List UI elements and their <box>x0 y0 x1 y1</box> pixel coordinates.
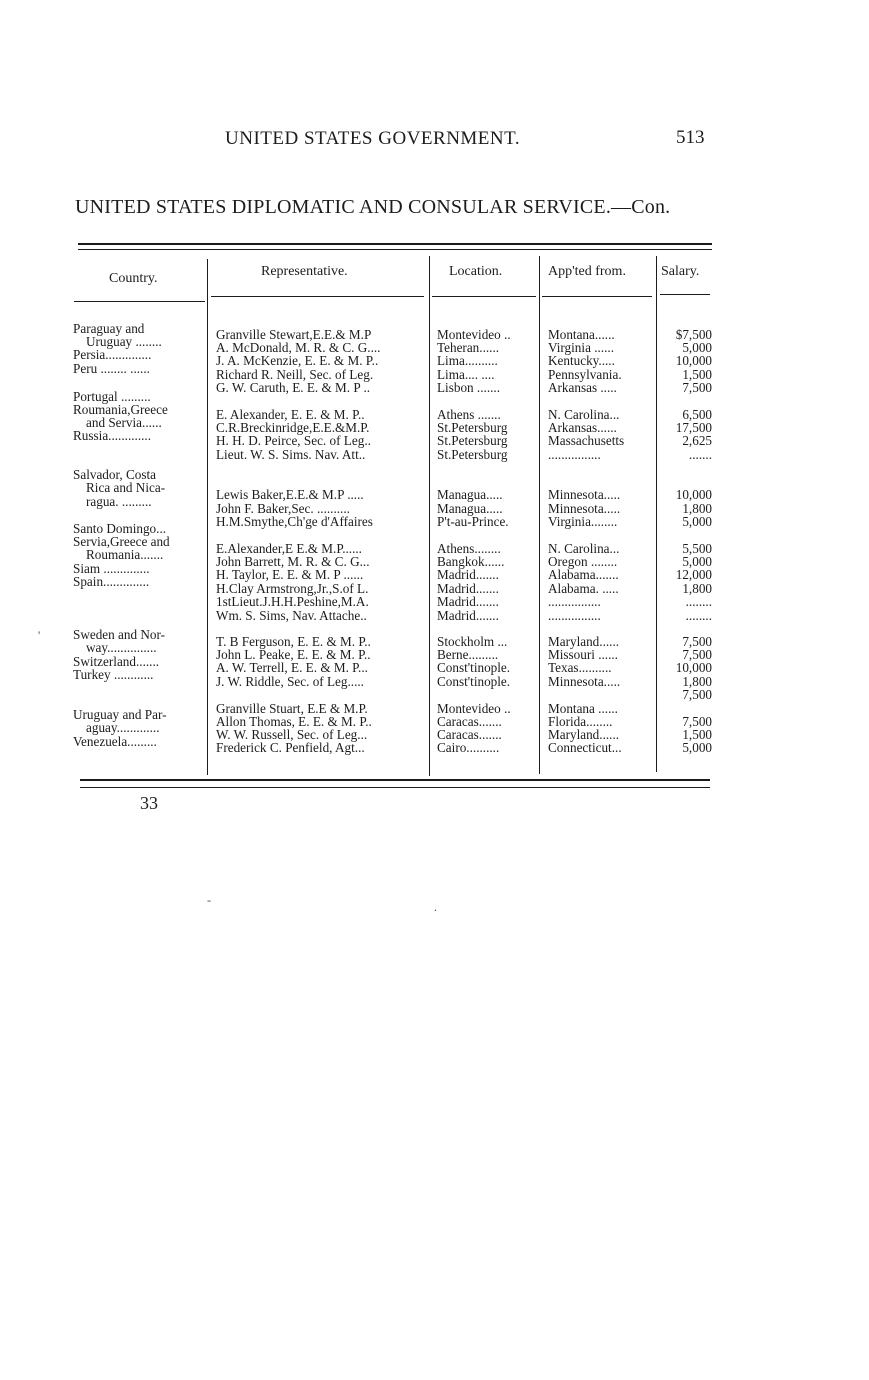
appointed-from-cell: Florida........ <box>548 714 613 729</box>
header-location: Location. <box>449 264 503 279</box>
country-cell: Sweden and Nor- <box>73 627 166 642</box>
representative-cell: John Barrett, M. R. & C. G... <box>216 554 370 569</box>
appointed-from-cell: Maryland...... <box>548 634 620 649</box>
salary-cell: 7,500 <box>682 380 712 395</box>
salary-cell: 7,500 <box>682 714 712 729</box>
bottom-rule-thin <box>80 787 710 788</box>
country-cell: Siam .............. <box>73 561 150 576</box>
appointed-from-cell: ................ <box>548 447 601 462</box>
appointed-from-cell: N. Carolina... <box>548 541 620 556</box>
appointed-from-cell: Missouri ...... <box>548 647 618 662</box>
country-cell: Russia............. <box>73 428 152 443</box>
salary-cell: 5,000 <box>682 554 712 569</box>
location-cell: Montevideo .. <box>437 327 511 342</box>
representative-cell: Lieut. W. S. Sims. Nav. Att.. <box>216 447 366 462</box>
salary-cell: 7,500 <box>682 634 712 649</box>
representative-cell: H.Clay Armstrong,Jr.,S.of L. <box>216 581 369 596</box>
country-cell: Spain.............. <box>73 574 150 589</box>
representative-cell: E. Alexander, E. E. & M. P.. <box>216 407 365 422</box>
location-cell: St.Petersburg <box>437 433 508 448</box>
representative-cell: H. Taylor, E. E. & M. P ...... <box>216 567 364 582</box>
salary-cell: ........ <box>685 608 712 623</box>
appointed-from-cell: Texas.......... <box>548 660 612 675</box>
location-cell: Montevideo .. <box>437 701 511 716</box>
appointed-from-cell: Massachusetts <box>548 433 625 448</box>
location-cell: Bangkok...... <box>437 554 505 569</box>
country-cell: way............... <box>86 640 157 655</box>
location-cell: Const'tinople. <box>437 660 511 675</box>
representative-cell: Richard R. Neill, Sec. of Leg. <box>216 367 374 382</box>
country-cell: Portugal ......... <box>73 389 151 404</box>
representative-cell: T. B Ferguson, E. E. & M. P.. <box>216 634 371 649</box>
column-divider <box>539 256 540 774</box>
country-cell: Turkey ............ <box>73 667 154 682</box>
country-cell: Venezuela......... <box>73 734 157 749</box>
salary-cell: 1,500 <box>682 727 712 742</box>
salary-cell: 5,000 <box>682 514 712 529</box>
representative-cell: A. W. Terrell, E. E. & M. P... <box>216 660 368 675</box>
column-divider <box>429 256 430 776</box>
appointed-from-cell: N. Carolina... <box>548 407 620 422</box>
salary-cell: 5,000 <box>682 340 712 355</box>
representative-cell: Lewis Baker,E.E.& M.P ..... <box>216 487 364 502</box>
salary-cell: 7,500 <box>682 687 712 702</box>
appointed-from-cell: Pennsylvania. <box>548 367 622 382</box>
country-cell: Uruguay ........ <box>86 334 162 349</box>
appointed-from-cell: Arkansas ..... <box>548 380 617 395</box>
country-cell: and Servia...... <box>86 415 162 430</box>
location-cell: Managua..... <box>437 501 503 516</box>
top-rule-thin <box>78 249 712 250</box>
country-cell: Servia,Greece and <box>73 534 170 549</box>
salary-cell: 7,500 <box>682 647 712 662</box>
bottom-rule <box>80 779 710 781</box>
salary-cell: 17,500 <box>675 420 712 435</box>
appointed-from-cell: Connecticut... <box>548 740 622 755</box>
representative-cell: Granville Stuart, E.E & M.P. <box>216 701 368 716</box>
margin-tick: - <box>207 893 211 907</box>
salary-cell: 12,000 <box>675 567 712 582</box>
location-cell: Athens........ <box>437 541 501 556</box>
appointed-from-cell: Arkansas...... <box>548 420 617 435</box>
header-rule <box>542 296 652 297</box>
representative-cell: Granville Stewart,E.E.& M.P <box>216 327 372 342</box>
representative-cell: W. W. Russell, Sec. of Leg... <box>216 727 368 742</box>
country-cell: Rica and Nica- <box>86 480 166 495</box>
representative-cell: H. H. D. Peirce, Sec. of Leg.. <box>216 433 371 448</box>
salary-cell: $7,500 <box>675 327 712 342</box>
location-cell: St.Petersburg <box>437 447 508 462</box>
representative-cell: A. McDonald, M. R. & C. G.... <box>216 340 381 355</box>
location-cell: P't-au-Prince. <box>437 514 509 529</box>
representative-cell: E.Alexander,E E.& M.P...... <box>216 541 362 556</box>
salary-cell: 5,500 <box>682 541 712 556</box>
country-cell: Santo Domingo... <box>73 521 167 536</box>
appointed-from-cell: Montana...... <box>548 327 615 342</box>
country-cell: ragua. ......... <box>86 494 152 509</box>
country-cell: Uruguay and Par- <box>73 707 167 722</box>
header-rule <box>211 296 424 297</box>
salary-cell: 1,500 <box>682 367 712 382</box>
appointed-from-cell: Alabama. ..... <box>548 581 619 596</box>
representative-cell: J. A. McKenzie, E. E. & M. P.. <box>216 353 379 368</box>
appointed-from-cell: Maryland...... <box>548 727 620 742</box>
appointed-from-cell: Montana ...... <box>548 701 618 716</box>
salary-cell: 2,625 <box>682 433 712 448</box>
representative-cell: G. W. Caruth, E. E. & M. P .. <box>216 380 371 395</box>
appointed-from-cell: Oregon ........ <box>548 554 618 569</box>
location-cell: Athens ....... <box>437 407 501 422</box>
header-rule <box>660 294 710 295</box>
salary-cell: 10,000 <box>675 660 712 675</box>
page-number: 513 <box>676 127 705 148</box>
location-cell: Madrid....... <box>437 581 499 596</box>
location-cell: Stockholm ... <box>437 634 508 649</box>
country-cell: Peru ........ ...... <box>73 361 150 376</box>
location-cell: St.Petersburg <box>437 420 508 435</box>
salary-cell: 6,500 <box>682 407 712 422</box>
location-cell: Berne......... <box>437 647 499 662</box>
representative-cell: H.M.Smythe,Ch'ge d'Affaires <box>216 514 373 529</box>
salary-cell: 10,000 <box>675 487 712 502</box>
representative-cell: Allon Thomas, E. E. & M. P.. <box>216 714 372 729</box>
representative-cell: C.R.Breckinridge,E.E.&M.P. <box>216 420 370 435</box>
appointed-from-cell: Minnesota..... <box>548 674 621 689</box>
representative-cell: Wm. S. Sims, Nav. Attache.. <box>216 608 367 623</box>
location-cell: Lima.... .... <box>437 367 495 382</box>
header-country: Country. <box>109 271 158 286</box>
header-representative: Representative. <box>261 264 348 279</box>
salary-cell: 1,800 <box>682 674 712 689</box>
header-appointed-from: App'ted from. <box>548 264 626 279</box>
representative-cell: 1stLieut.J.H.H.Peshine,M.A. <box>216 594 369 609</box>
appointed-from-cell: Minnesota..... <box>548 501 621 516</box>
appointed-from-cell: Alabama....... <box>548 567 619 582</box>
running-head: UNITED STATES GOVERNMENT. <box>225 128 521 149</box>
top-rule <box>78 243 712 245</box>
salary-cell: 1,800 <box>682 581 712 596</box>
column-divider <box>207 259 208 775</box>
country-cell: Roumania....... <box>86 547 164 562</box>
folio-signature: 33 <box>140 793 158 813</box>
country-cell: Switzerland....... <box>73 654 160 669</box>
location-cell: Caracas....... <box>437 727 502 742</box>
salary-cell: ....... <box>688 447 712 462</box>
location-cell: Madrid....... <box>437 567 499 582</box>
appointed-from-cell: Virginia........ <box>548 514 618 529</box>
appointed-from-cell: ................ <box>548 594 601 609</box>
representative-cell: J. W. Riddle, Sec. of Leg..... <box>216 674 364 689</box>
location-cell: Teheran...... <box>437 340 500 355</box>
country-cell: Persia.............. <box>73 347 152 362</box>
location-cell: Lima.......... <box>437 353 498 368</box>
salary-cell: 10,000 <box>675 353 712 368</box>
appointed-from-cell: Virginia ...... <box>548 340 614 355</box>
salary-cell: 1,800 <box>682 501 712 516</box>
location-cell: Madrid....... <box>437 608 499 623</box>
location-cell: Madrid....... <box>437 594 499 609</box>
location-cell: Managua..... <box>437 487 503 502</box>
section-title: UNITED STATES DIPLOMATIC AND CONSULAR SERVICE.—Con. <box>75 196 671 218</box>
country-cell: aguay............. <box>86 720 160 735</box>
location-cell: Const'tinople. <box>437 674 511 689</box>
location-cell: Cairo.......... <box>437 740 500 755</box>
salary-cell: ........ <box>685 594 712 609</box>
representative-cell: John L. Peake, E. E. & M. P.. <box>216 647 371 662</box>
country-cell: Salvador, Costa <box>73 467 156 482</box>
header-rule <box>74 301 205 302</box>
appointed-from-cell: Minnesota..... <box>548 487 621 502</box>
location-cell: Lisbon ....... <box>437 380 501 395</box>
margin-tick: . <box>434 900 437 914</box>
header-rule <box>432 296 536 297</box>
representative-cell: John F. Baker,Sec. .......... <box>216 501 350 516</box>
header-salary: Salary. <box>661 264 700 279</box>
country-cell: Roumania,Greece <box>73 402 168 417</box>
representative-cell: Frederick C. Penfield, Agt... <box>216 740 365 755</box>
margin-tick: ' <box>38 628 41 642</box>
country-cell: Paraguay and <box>73 321 145 336</box>
location-cell: Caracas....... <box>437 714 502 729</box>
salary-cell: 5,000 <box>682 740 712 755</box>
appointed-from-cell: Kentucky..... <box>548 353 615 368</box>
appointed-from-cell: ................ <box>548 608 601 623</box>
